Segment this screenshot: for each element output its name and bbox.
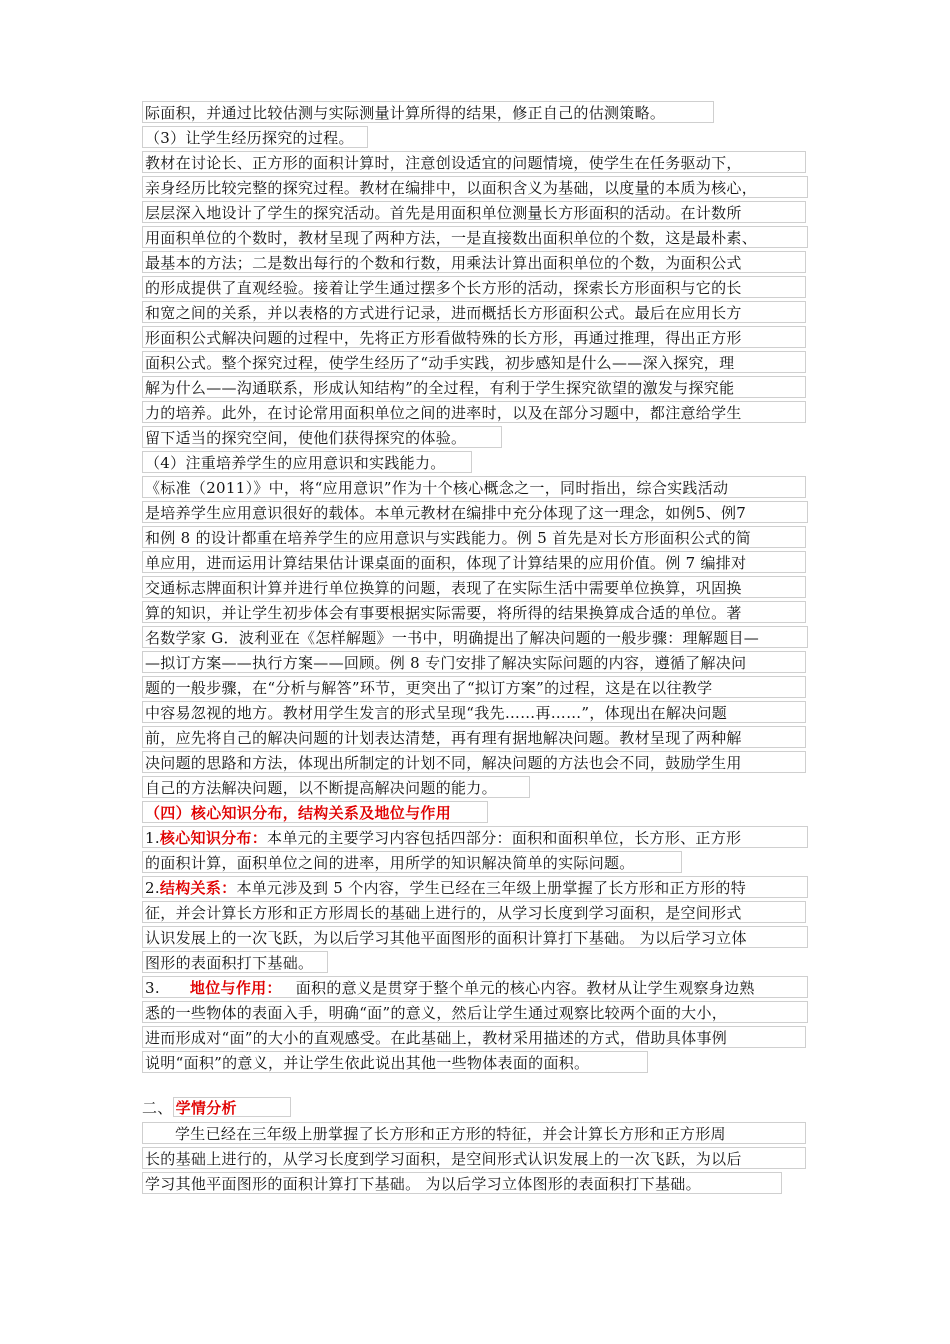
item-number: 3. bbox=[145, 979, 160, 997]
paragraph-line: 的形成提供了直观经验。接着让学生通过摆多个长方形的活动，探索长方形面积与它的长 bbox=[142, 276, 806, 298]
item-text: 面积的意义是贯穿于整个单元的核心内容。教材从让学生观察身边熟 bbox=[295, 979, 755, 997]
paragraph-line: 决问题的思路和方法，体现出所制定的计划不同，解决问题的方法也会不同，鼓励学生用 bbox=[142, 751, 806, 773]
paragraph-line: 悉的一些物体的表面入手，明确“面”的意义，然后让学生通过观察比较两个面的大小， bbox=[142, 1001, 808, 1023]
paragraph-line: 题的一般步骤，在“分析与解答”环节，更突出了“拟订方案”的过程，这是在以往教学 bbox=[142, 676, 806, 698]
paragraph-line: 名数学家 G．波利亚在《怎样解题》一书中，明确提出了解决问题的一般步骤：理解题目— bbox=[142, 626, 808, 648]
paragraph-line: 是培养学生应用意识很好的载体。本单元教材在编排中充分体现了这一理念，如例5、例7 bbox=[142, 501, 808, 523]
learning-analysis-title: 学情分析 bbox=[173, 1097, 291, 1117]
paragraph-line: 自己的方法解决问题，以不断提高解决问题的能力。 bbox=[142, 776, 530, 798]
paragraph-line: 最基本的方法；二是数出每行的个数和行数，用乘法计算出面积单位的个数，为面积公式 bbox=[142, 251, 806, 273]
paragraph-line: 教材在讨论长、正方形的面积计算时，注意创设适宜的问题情境，使学生在任务驱动下， bbox=[142, 151, 806, 173]
section-four-heading: （四）核心知识分布，结构关系及地位与作用 bbox=[142, 801, 488, 823]
section-two-heading bbox=[142, 1097, 294, 1119]
paragraph-line: 前，应先将自己的解决问题的计划表达清楚，再有理有据地解决问题。教材呈现了两种解 bbox=[142, 726, 806, 748]
item-text: 本单元涉及到 5 个内容，学生已经在三年级上册掌握了长方形和正方形的特 bbox=[236, 879, 747, 897]
paragraph-line: 学习其他平面图形的面积计算打下基础。 为以后学习立体图形的表面积打下基础。 bbox=[142, 1172, 782, 1194]
knowledge-item-2 bbox=[142, 876, 808, 898]
item-number: 1. bbox=[145, 829, 160, 847]
analysis-text: 学生已经在三年级上册掌握了长方形和正方形的特征，并会计算长方形和正方形周 bbox=[175, 1125, 726, 1143]
section-prefix: 二、 bbox=[142, 1099, 173, 1117]
paragraph-line: 交通标志牌面积计算并进行单位换算的问题，表现了在实际生活中需要单位换算，巩固换 bbox=[142, 576, 806, 598]
item-number: 2. bbox=[145, 879, 160, 897]
paragraph-line: 亲身经历比较完整的探究过程。教材在编排中，以面积含义为基础，以度量的本质为核心， bbox=[142, 176, 808, 198]
paragraph-line: 的面积计算，面积单位之间的进率，用所学的知识解决简单的实际问题。 bbox=[142, 851, 682, 873]
paragraph-line: 际面积，并通过比较估测与实际测量计算所得的结果，修正自己的估测策略。 bbox=[142, 101, 714, 123]
paragraph-line: 征，并会计算长方形和正方形周长的基础上进行的，从学习长度到学习面积，是空间形式 bbox=[142, 901, 806, 923]
item-label-structure: 结构关系： bbox=[159, 879, 237, 897]
knowledge-item-3 bbox=[142, 976, 808, 998]
paragraph-line: 层层深入地设计了学生的探究活动。首先是用面积单位测量长方形面积的活动。在计数所 bbox=[142, 201, 806, 223]
paragraph-line: 长的基础上进行的，从学习长度到学习面积，是空间形式认识发展上的一次飞跃，为以后 bbox=[142, 1147, 806, 1169]
analysis-line-1 bbox=[142, 1122, 806, 1144]
paragraph-line: 形面积公式解决问题的过程中，先将正方形看做特殊的长方形，再通过推理，得出正方形 bbox=[142, 326, 806, 348]
paragraph-line: 说明“面积”的意义，并让学生依此说出其他一些物体表面的面积。 bbox=[142, 1051, 648, 1073]
paragraph-line: 认识发展上的一次飞跃，为以后学习其他平面图形的面积计算打下基础。 为以后学习立体 bbox=[142, 926, 808, 948]
paragraph-line: 用面积单位的个数时，教材呈现了两种方法，一是直接数出面积单位的个数，这是最朴素、 bbox=[142, 226, 808, 248]
knowledge-item-1 bbox=[142, 826, 808, 848]
item-label-role: 地位与作用： bbox=[189, 979, 282, 997]
paragraph-line: 和宽之间的关系，并以表格的方式进行记录，进而概括长方形面积公式。最后在应用长方 bbox=[142, 301, 806, 323]
paragraph-line: 算的知识，并让学生初步体会有事要根据实际需要，将所得的结果换算成合适的单位。著 bbox=[142, 601, 806, 623]
paragraph-line: 力的培养。此外，在讨论常用面积单位之间的进率时，以及在部分习题中，都注意给学生 bbox=[142, 401, 806, 423]
subheading-application: （4）注重培养学生的应用意识和实践能力。 bbox=[142, 451, 472, 473]
paragraph-line: 和例 8 的设计都重在培养学生的应用意识与实践能力。例 5 首先是对长方形面积公式的简 bbox=[142, 526, 806, 548]
paragraph-line: 面积公式。整个探究过程，使学生经历了“动手实践，初步感知是什么——深入探究，理 bbox=[142, 351, 806, 373]
paragraph-line: 留下适当的探究空间，使他们获得探究的体验。 bbox=[142, 426, 502, 448]
paragraph-line: 中容易忽视的地方。教材用学生发言的形式呈现“我先……再……”，体现出在解决问题 bbox=[142, 701, 806, 723]
item-text: 本单元的主要学习内容包括四部分：面积和面积单位，长方形、正方形 bbox=[267, 829, 742, 847]
paragraph-line: 图形的表面积打下基础。 bbox=[142, 951, 328, 973]
paragraph-line: 单应用，进而运用计算结果估计课桌面的面积，体现了计算结果的应用价值。例 7 编排对 bbox=[142, 551, 806, 573]
item-label-core-knowledge: 核心知识分布： bbox=[159, 829, 268, 847]
paragraph-line: 进而形成对“面”的大小的直观感受。在此基础上，教材采用描述的方式，借助具体事例 bbox=[142, 1026, 806, 1048]
paragraph-line: 《标准（2011）》中，将“应用意识”作为十个核心概念之一，同时指出，综合实践活动 bbox=[142, 476, 806, 498]
subheading-inquiry: （3）让学生经历探究的过程。 bbox=[142, 126, 368, 148]
paragraph-line: 解为什么——沟通联系，形成认知结构”的全过程，有利于学生探究欲望的激发与探究能 bbox=[142, 376, 806, 398]
paragraph-line: —拟订方案——执行方案——回顾。例 8 专门安排了解决实际问题的内容，遵循了解决问 bbox=[142, 651, 806, 673]
